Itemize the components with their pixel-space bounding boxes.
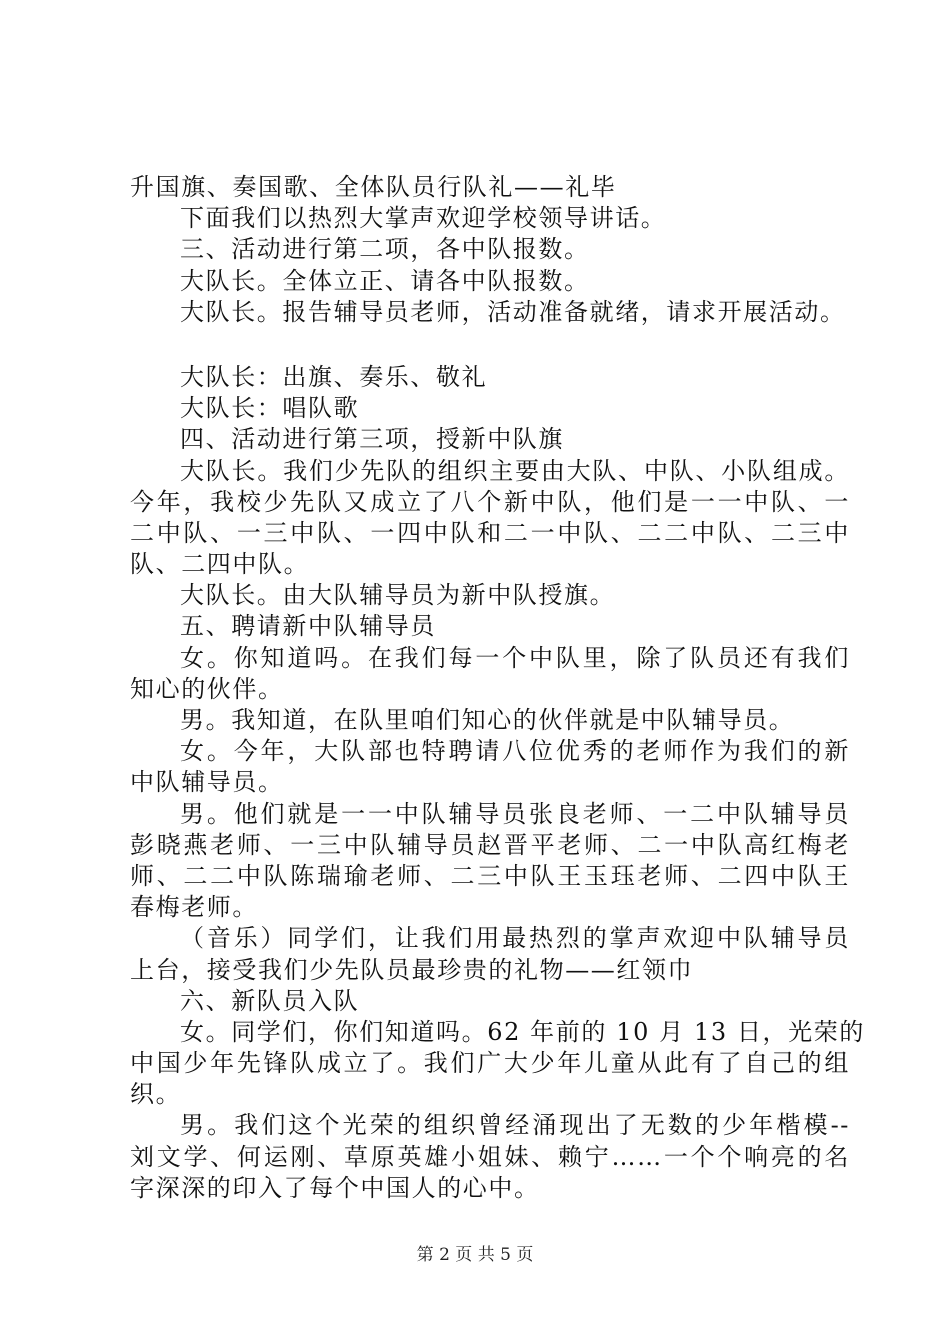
text-line: 男。我们这个光荣的组织曾经涌现出了无数的少年楷模--	[180, 1111, 850, 1140]
text-line: 大队长。报告辅导员老师，活动准备就绪，请求开展活动。	[180, 297, 846, 326]
text-line: 三、活动进行第二项，各中队报数。	[180, 235, 590, 264]
text-line: （音乐）同学们，让我们用最热烈的掌声欢迎中队辅导员	[180, 924, 850, 953]
text-line: 男。他们就是一一中队辅导员张良老师、一二中队辅导员	[180, 799, 850, 828]
text-line: 中队辅导员。	[130, 768, 284, 797]
text-line: 中国少年先锋队成立了。我们广大少年儿童从此有了自己的组	[130, 1049, 850, 1078]
text-line: 今年，我校少先队又成立了八个新中队，他们是一一中队、一	[130, 487, 850, 516]
text-line: 大队长：唱队歌	[180, 394, 360, 423]
text-line: 男。我知道，在队里咱们知心的伙伴就是中队辅导员。	[180, 706, 795, 734]
text-line: 二中队、一三中队、一四中队和二一中队、二二中队、二三中	[130, 518, 850, 547]
text-line: 下面我们以热烈大掌声欢迎学校领导讲话。	[180, 204, 667, 233]
text-line: 大队长。由大队辅导员为新中队授旗。	[180, 581, 616, 610]
blank-line	[130, 328, 850, 362]
text-line: 五、聘请新中队辅导员	[180, 612, 436, 641]
text-line: 彭晓燕老师、一三中队辅导员赵晋平老师、二一中队高红梅老	[130, 830, 850, 859]
text-line: 女。同学们，你们知道吗。62 年前的 10 月 13 日，光荣的	[180, 1017, 865, 1046]
text-line: 织。	[130, 1080, 182, 1109]
document-body	[130, 172, 865, 1204]
text-line: 队、二四中队。	[130, 550, 310, 579]
text-line: 春梅老师。	[130, 893, 258, 922]
page-footer: 第 2 页 共 5 页	[416, 1245, 534, 1265]
text-line: 升国旗、奏国歌、全体队员行队礼——礼毕	[130, 173, 617, 201]
text-line: 女。今年，大队部也特聘请八位优秀的老师作为我们的新	[180, 737, 850, 766]
text-line: 女。你知道吗。在我们每一个中队里，除了队员还有我们	[180, 643, 850, 672]
text-line: 六、新队员入队	[180, 986, 360, 1015]
text-line: 大队长：出旗、奏乐、敬礼	[180, 362, 488, 391]
text-line: 四、活动进行第三项，授新中队旗	[180, 425, 564, 454]
text-line: 知心的伙伴。	[130, 674, 284, 703]
text-line: 大队长。我们少先队的组织主要由大队、中队、小队组成。	[180, 456, 850, 485]
text-line: 字深深的印入了每个中国人的心中。	[130, 1173, 540, 1202]
text-line: 刘文学、何运刚、草原英雄小姐妹、赖宁……一个个响亮的名	[130, 1142, 850, 1171]
text-line: 大队长。全体立正、请各中队报数。	[180, 266, 590, 295]
text-line: 上台，接受我们少先队员最珍贵的礼物——红领巾	[130, 955, 694, 984]
text-line: 师、二二中队陈瑞瑜老师、二三中队王玉珏老师、二四中队王	[130, 861, 850, 890]
